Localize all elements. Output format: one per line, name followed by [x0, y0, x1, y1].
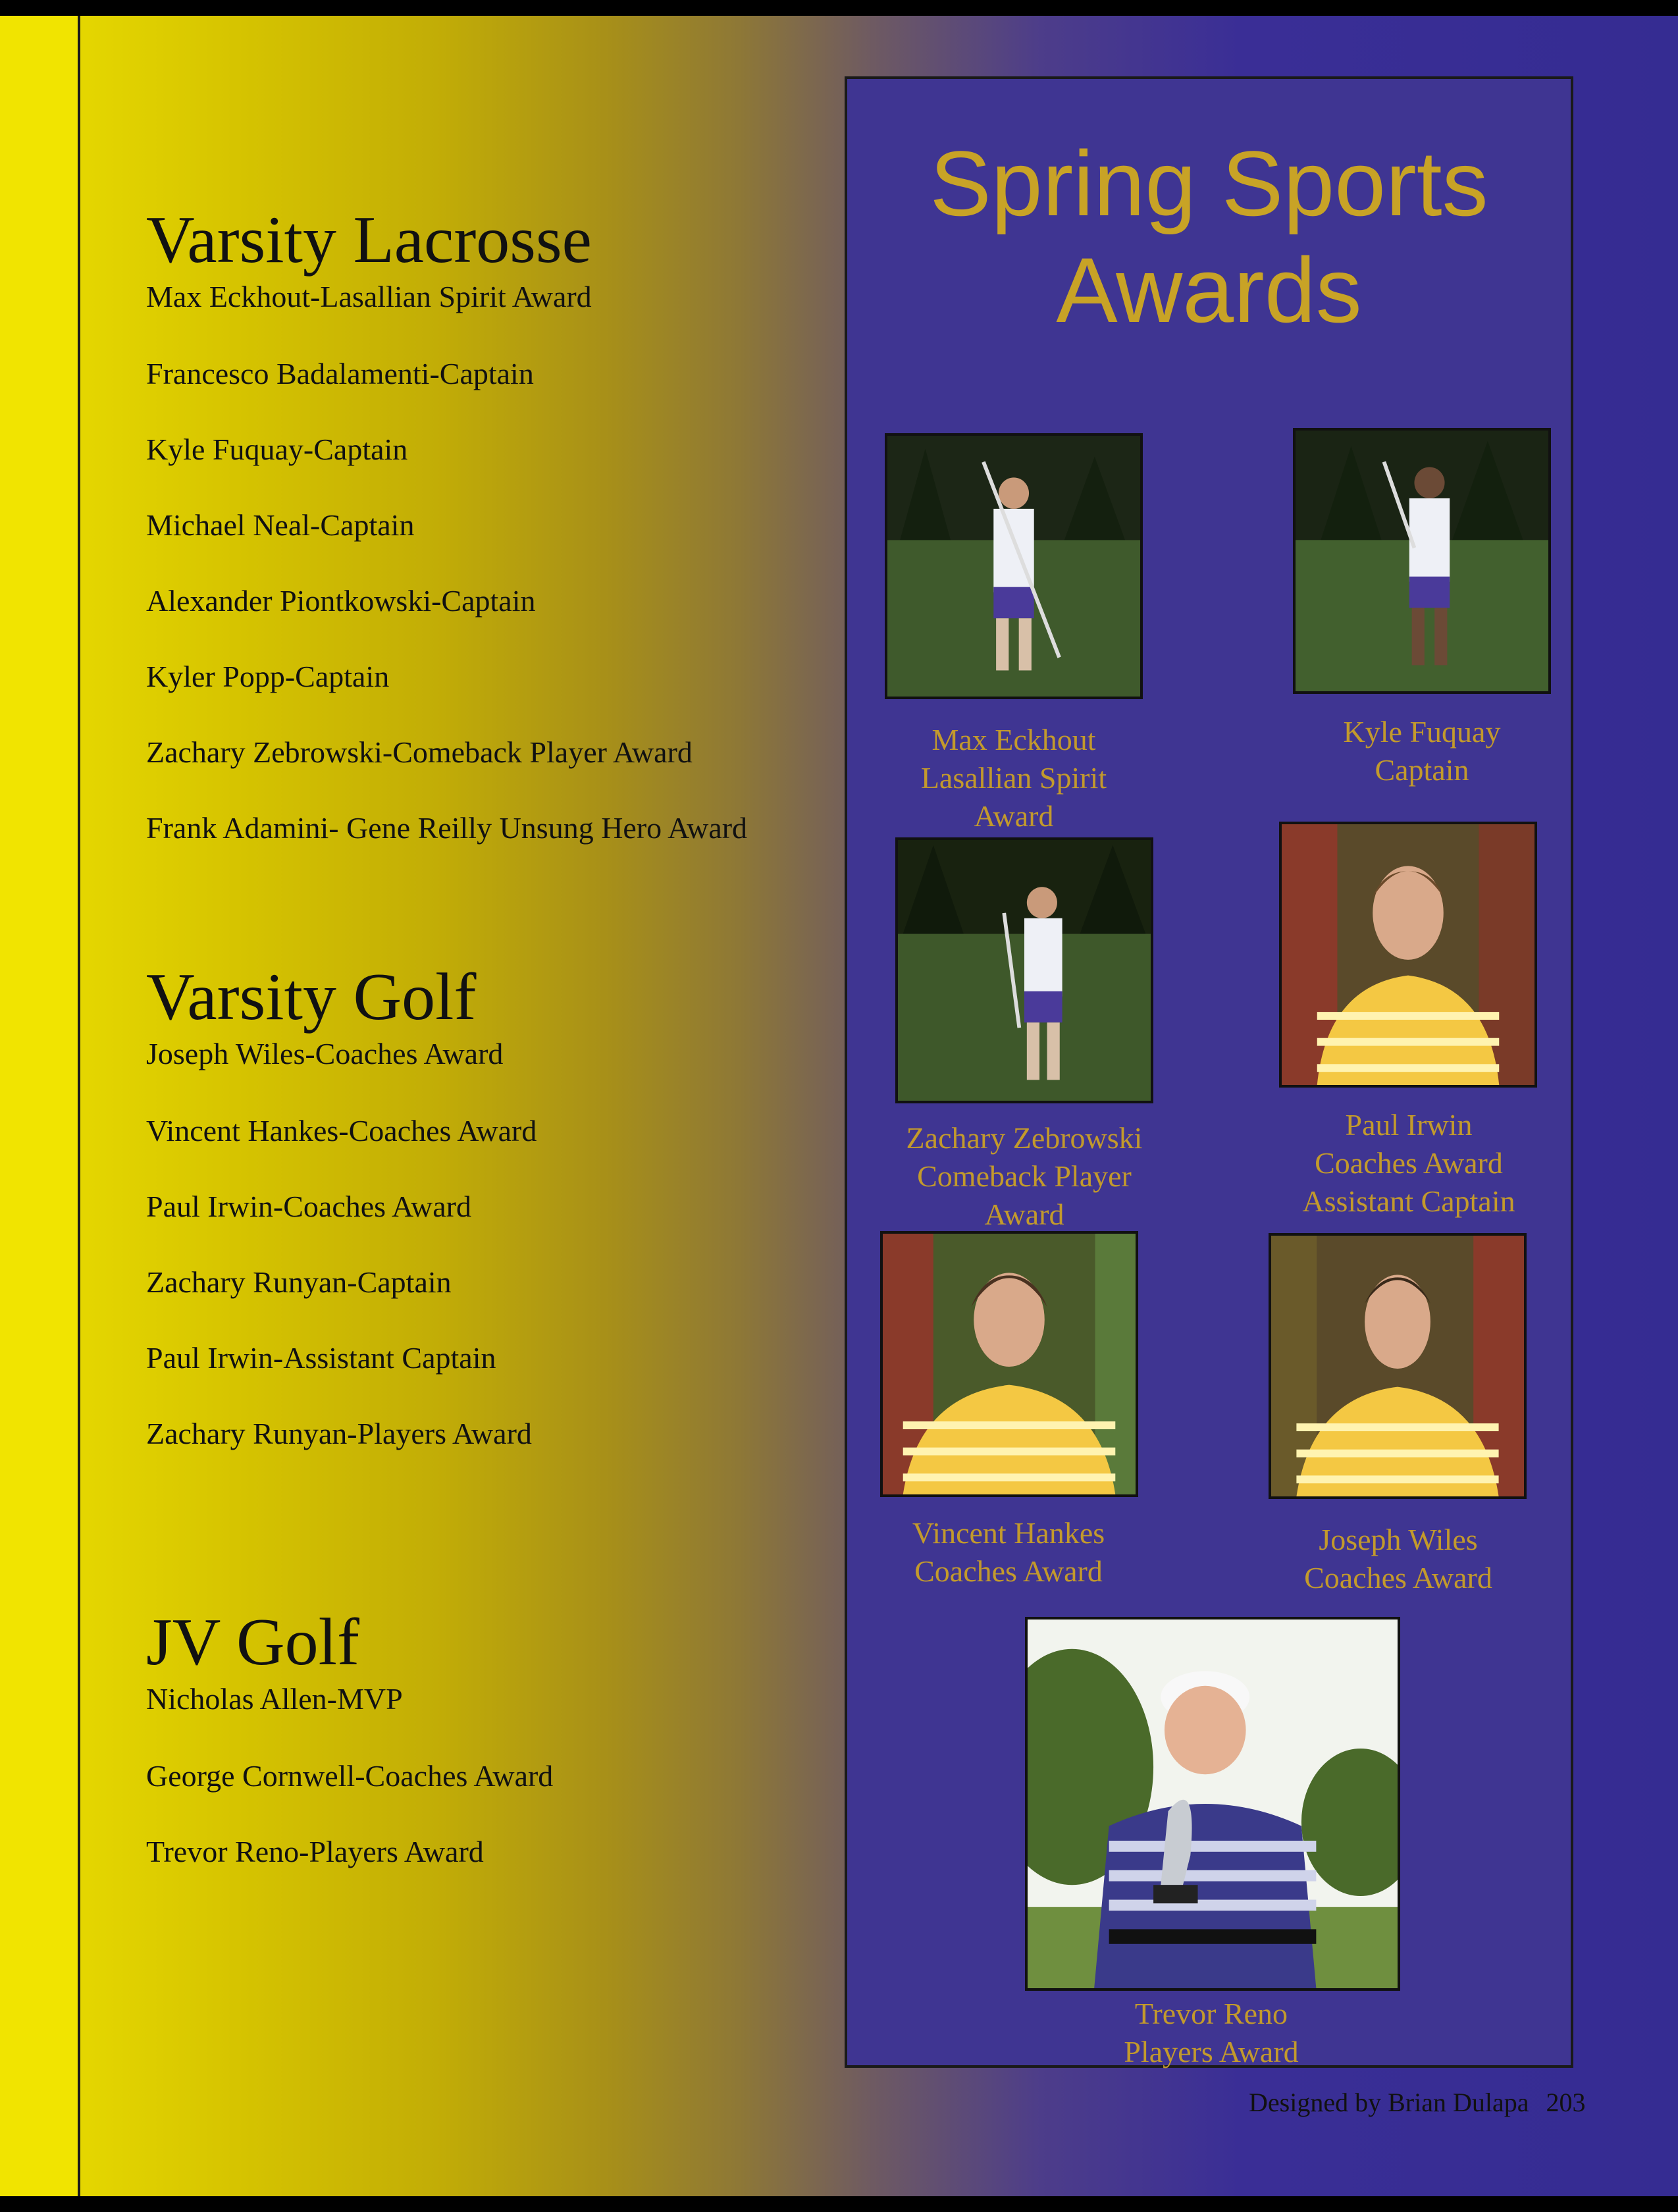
award-item: Zachary Runyan-Captain — [146, 1265, 452, 1299]
golfer-portrait-photo — [1271, 1236, 1524, 1496]
section-title: Varsity Golf — [146, 960, 477, 1034]
lacrosse-player-photo — [898, 840, 1151, 1101]
award-item: Michael Neal-Captain — [146, 508, 415, 542]
caption-line: Coaches Award — [914, 1554, 1103, 1588]
panel-title — [847, 130, 1571, 344]
award-item: Paul Irwin-Coaches Award — [146, 1190, 471, 1223]
yearbook-page — [0, 16, 1678, 2196]
award-item: Paul Irwin-Assistant Captain — [146, 1341, 496, 1375]
photo-kyle-fuquay — [1293, 428, 1551, 694]
photo-caption — [842, 1514, 1175, 1591]
section-varsity-golf — [146, 960, 537, 1471]
award-item: Frank Adamini- Gene Reilly Unsung Hero Award — [146, 811, 748, 845]
page-spine — [0, 16, 80, 2196]
caption-line: Award — [974, 799, 1054, 833]
award-item: Trevor Reno-Players Award — [146, 1835, 484, 1868]
page-footer — [1249, 2087, 1585, 2118]
caption-line: Vincent Hankes — [912, 1516, 1105, 1550]
designer-credit: Designed by Brian Dulapa — [1249, 2088, 1529, 2117]
award-item: Alexander Piontkowski-Captain — [146, 584, 536, 618]
caption-line: Coaches Award — [1304, 1561, 1492, 1594]
golfer-portrait-photo — [1282, 824, 1534, 1085]
photo-caption — [858, 1119, 1191, 1234]
award-item: Francesco Badalamenti-Captain — [146, 357, 534, 390]
photo-caption — [1255, 713, 1588, 789]
award-item: Vincent Hankes-Coaches Award — [146, 1114, 537, 1147]
photo-trevor-reno — [1025, 1617, 1400, 1991]
photo-paul-irwin — [1279, 822, 1537, 1088]
caption-line: Zachary Zebrowski — [906, 1121, 1143, 1155]
photo-caption — [1045, 1995, 1378, 2071]
caption-line: Max Eckhout — [931, 723, 1096, 756]
page-number: 203 — [1546, 2088, 1586, 2117]
panel-title-line: Awards — [1056, 238, 1362, 342]
caption-line: Kyle Fuquay — [1343, 715, 1501, 749]
lacrosse-player-photo — [1296, 431, 1548, 691]
award-item: George Cornwell-Coaches Award — [146, 1759, 554, 1793]
caption-line: Captain — [1375, 753, 1469, 787]
award-item: Zachary Runyan-Players Award — [146, 1417, 532, 1450]
caption-line: Lasallian Spirit — [920, 761, 1107, 795]
lacrosse-player-photo — [887, 436, 1140, 697]
section-jv-golf — [146, 1605, 554, 1889]
award-item: Nicholas Allen-MVP — [146, 1682, 403, 1716]
panel-title-line: Spring Sports — [930, 132, 1488, 235]
award-item: Zachary Zebrowski-Comeback Player Award — [146, 735, 693, 769]
award-item: Kyle Fuquay-Captain — [146, 433, 408, 466]
caption-line: Trevor Reno — [1134, 1997, 1288, 2030]
caption-line: Assistant Captain — [1302, 1184, 1515, 1218]
award-item: Max Eckhout-Lasallian Spirit Award — [146, 280, 592, 313]
section-title: JV Golf — [146, 1605, 359, 1679]
photo-zachary-zebrowski — [895, 837, 1153, 1103]
caption-line: Comeback Player — [917, 1159, 1132, 1193]
golfer-trophy-photo — [1028, 1620, 1398, 1988]
caption-line: Coaches Award — [1315, 1146, 1503, 1180]
award-item: Joseph Wiles-Coaches Award — [146, 1037, 504, 1070]
photo-caption — [847, 721, 1180, 835]
caption-line: Players Award — [1124, 2035, 1299, 2068]
caption-line: Joseph Wiles — [1319, 1523, 1478, 1556]
award-item: Kyler Popp-Captain — [146, 660, 390, 693]
photo-joseph-wiles — [1269, 1233, 1527, 1499]
photo-caption — [1232, 1521, 1565, 1597]
caption-line: Paul Irwin — [1345, 1108, 1473, 1142]
spring-sports-awards-panel — [845, 76, 1573, 2068]
section-title: Varsity Lacrosse — [146, 203, 592, 277]
caption-line: Award — [984, 1198, 1064, 1231]
golfer-portrait-photo — [883, 1234, 1136, 1494]
photo-vincent-hankes — [880, 1231, 1138, 1497]
photo-max-eckhout — [885, 433, 1143, 699]
photo-caption — [1242, 1106, 1575, 1221]
section-varsity-lacrosse — [146, 203, 748, 866]
